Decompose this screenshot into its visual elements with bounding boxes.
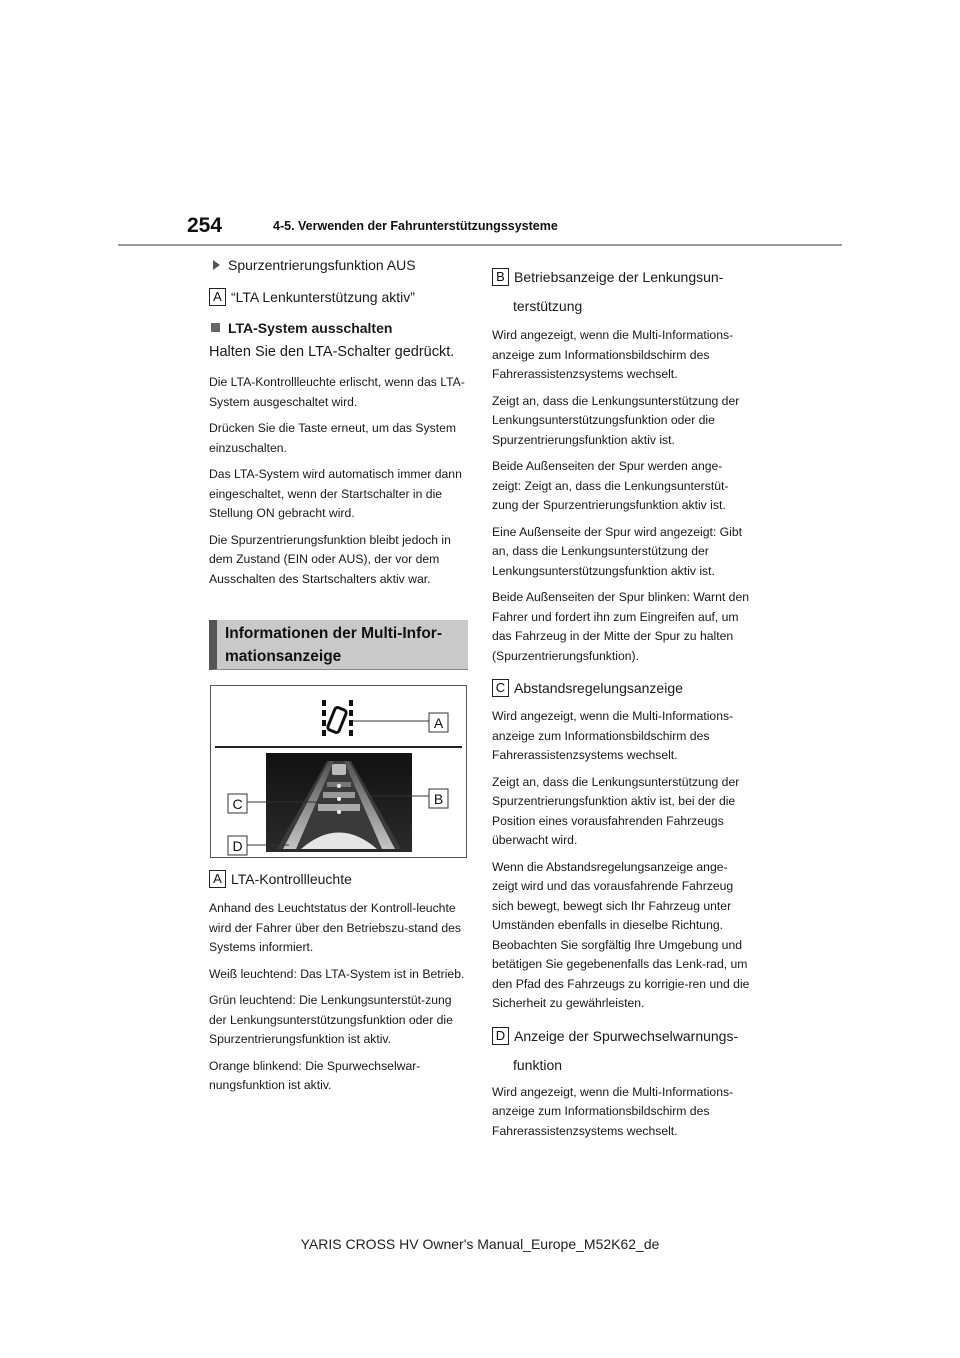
callout-d: D bbox=[232, 838, 243, 854]
display-illustration bbox=[211, 686, 466, 857]
paragraph: Anhand des Leuchtstatus der Kontroll-leuchte wird der Fahrer über den Betriebszu-stand des Systems informiert. bbox=[209, 901, 462, 954]
item-a-text: “LTA Lenkunterstützung aktiv” bbox=[231, 289, 415, 305]
paragraph: Grün leuchtend: Die Lenkungsunterstüt-zung der Lenkungsunterstützungsfunktion oder die Spurzentrierungsfunktion ist aktiv. bbox=[209, 993, 453, 1046]
callout-a: A bbox=[433, 715, 444, 731]
paragraph: Zeigt an, dass die Lenkungsunterstützung der Spurzentrierungsfunktion aktiv ist, bei der die Position eines vorausfahrenden Fahrzeugs überwacht wird. bbox=[492, 774, 740, 847]
page-number: 254 bbox=[187, 214, 223, 237]
chapter-title: 4-5. Verwenden der Fahrunterstützungssysteme bbox=[273, 219, 558, 233]
paragraph: Beide Außenseiten der Spur werden ange-zeigt: Zeigt an, dass die Lenkungsunterstüt-zung der Spurzentrierungsfunktion aktiv ist. bbox=[492, 459, 729, 512]
lta-indicator-title: LTA-Kontrollleuchte bbox=[231, 871, 352, 887]
paragraph: Eine Außenseite der Spur wird angezeigt: Gibt an, dass die Lenkungsunterstützung der Lenkungsunterstützungsfunktion aktiv ist. bbox=[492, 524, 742, 578]
paragraph: Beide Außenseiten der Spur blinken: Warnt den Fahrer und fordert ihn zum Eingreifen auf, um das Fahrzeug in der Mitte der Spur zu halten (Spurzentrierungsfunktion). bbox=[492, 590, 749, 663]
item-b bbox=[492, 262, 750, 292]
item-c-title: Abstandsregelungsanzeige bbox=[514, 680, 683, 696]
item-d-title-line2: funktion bbox=[513, 1056, 563, 1073]
paragraph: Die LTA-Kontrollleuchte erlischt, wenn das LTA-System ausgeschaltet wird. bbox=[209, 375, 465, 409]
paragraph: Orange blinkend: Die Spurwechselwar-nungsfunktion ist aktiv. bbox=[209, 1058, 421, 1092]
label-box-b: B bbox=[492, 268, 509, 286]
paragraph: Wird angezeigt, wenn die Multi-Informations-anzeige zum Informationsbildschirm des Fahrerassistenzsystems wechselt. bbox=[492, 1084, 734, 1138]
item-a-bottom bbox=[209, 868, 471, 890]
item-d bbox=[492, 1021, 750, 1051]
item-c bbox=[492, 673, 750, 703]
callout-b: B bbox=[433, 791, 444, 807]
arrow-item bbox=[209, 254, 471, 276]
triangle-bullet-icon bbox=[213, 260, 220, 270]
label-box-c: C bbox=[492, 679, 509, 697]
paragraph: Zeigt an, dass die Lenkungsunterstützung der Lenkungsunterstützungsfunktion oder die Spurzentrierungsfunktion aktiv ist. bbox=[492, 393, 740, 447]
label-box-d: D bbox=[492, 1027, 509, 1045]
paragraph: Drücken Sie die Taste erneut, um das System einzuschalten. bbox=[209, 421, 457, 455]
preceding-car-icon bbox=[332, 764, 346, 775]
lta-indicator-section bbox=[209, 868, 471, 1103]
paragraph: Wird angezeigt, wenn die Multi-Informations-anzeige zum Informationsbildschirm des Fahrerassistenzsystems wechselt. bbox=[492, 709, 734, 762]
item-a bbox=[209, 286, 471, 308]
header-divider bbox=[118, 244, 842, 246]
paragraph: Die Spurzentrierungsfunktion bleibt jedoch in dem Zustand (EIN oder AUS), der vor dem Ausschalten des Startschalters aktiv war. bbox=[209, 532, 451, 586]
lta-indicator-icon bbox=[324, 700, 351, 736]
paragraph: Wenn die Abstandsregelungsanzeige ange-zeigt wird und das vorausfahrende Fahrzeug sich bewegt, bewegt sich Ihr Fahrzeug unter Umständen ebenfalls in dieselbe Richtung. Beobachten Sie sorgfältig Ihre Umgebung und betätigen Sie gegebenenfalls das Lenk-rad, um den Pfad des Fahrzeugs zu korrigie-ren und die Sicherheit zu gewährleisten. bbox=[492, 859, 750, 1010]
paragraph: Weiß leuchtend: Das LTA-System ist in Betrieb. bbox=[209, 966, 465, 981]
item-b-title-line2: terstützung bbox=[513, 298, 583, 314]
subhead bbox=[209, 317, 471, 339]
label-box-a: A bbox=[209, 288, 226, 306]
footer-text: YARIS CROSS HV Owner's Manual_Europe_M52K62_de bbox=[300, 1236, 660, 1252]
lead-text: Halten Sie den LTA-Schalter gedrückt. bbox=[209, 344, 455, 360]
multi-info-display-figure bbox=[210, 685, 467, 858]
subhead-text: LTA-System ausschalten bbox=[228, 320, 393, 336]
section-heading-line1: Informationen der Multi-Infor- bbox=[225, 625, 442, 642]
section-heading bbox=[209, 620, 468, 670]
left-column bbox=[209, 254, 471, 596]
square-bullet-icon bbox=[211, 323, 220, 332]
paragraph: Wird angezeigt, wenn die Multi-Informations-anzeige zum Informationsbildschirm des Fahrerassistenzsystems wechselt. bbox=[492, 328, 734, 381]
paragraph: Das LTA-System wird automatisch immer dann eingeschaltet, wenn der Startschalter in die Stellung ON gebracht wird. bbox=[209, 467, 462, 520]
arrow-item-text: Spurzentrierungsfunktion AUS bbox=[228, 257, 416, 273]
callout-c: C bbox=[232, 796, 243, 812]
section-heading-line2: mationsanzeige bbox=[225, 648, 342, 665]
item-b-title-line1: Betriebsanzeige der Lenkungsun- bbox=[514, 269, 724, 285]
label-box-a: A bbox=[209, 870, 226, 888]
item-d-title-line1: Anzeige der Spurwechselwarnungs- bbox=[514, 1027, 739, 1044]
right-column bbox=[492, 262, 750, 1148]
